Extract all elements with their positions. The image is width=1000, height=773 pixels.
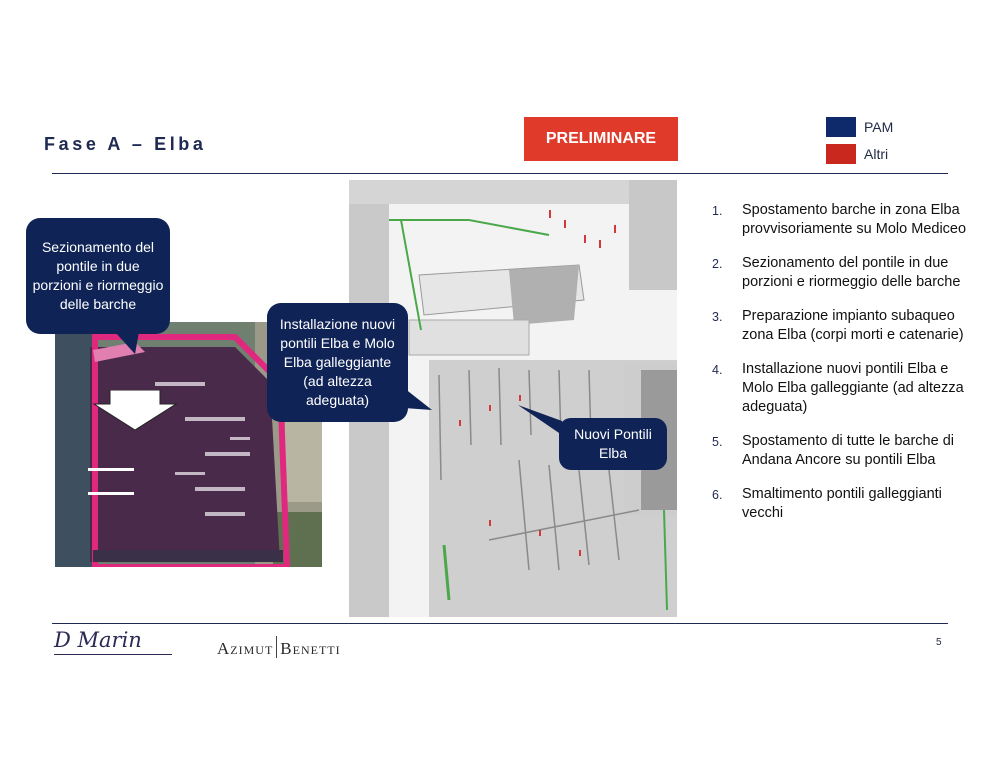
footer-divider	[52, 623, 948, 624]
step-number: 1.	[712, 204, 723, 218]
split-line-top	[88, 468, 134, 471]
signature-logo: D Marin	[54, 628, 142, 652]
step-item	[712, 360, 982, 417]
callout-sezionamento: Sezionamento del pontile in due porzioni e riormeggio delle barche	[26, 218, 170, 334]
signature-underline	[54, 654, 172, 655]
step-item	[712, 307, 982, 345]
step-item	[712, 485, 982, 523]
split-line-bottom	[88, 492, 134, 495]
step-text: Spostamento di tutte le barche di Andana Ancore su pontili Elba	[742, 433, 954, 468]
step-number: 5.	[712, 435, 723, 449]
step-item	[712, 201, 982, 239]
step-number: 2.	[712, 257, 723, 271]
callout-pointer-nuovi-pontili	[518, 405, 562, 435]
page-title: Fase A – Elba	[44, 134, 207, 154]
legend-swatch-altri	[826, 144, 856, 164]
callout-pointer-installazione	[404, 388, 434, 414]
step-text: Smaltimento pontili galleggianti vecchi	[742, 486, 942, 521]
down-arrow-icon	[92, 390, 178, 432]
step-item	[712, 432, 982, 470]
preliminare-badge: PRELIMINARE	[524, 117, 678, 161]
steps-list	[712, 201, 982, 538]
step-text: Preparazione impianto subaqueo zona Elba (corpi morti e catenarie)	[742, 308, 964, 343]
callout-nuovi-pontili: Nuovi Pontili Elba	[559, 418, 667, 470]
step-text: Sezionamento del pontile in due porzioni e riormeggio delle barche	[742, 255, 961, 290]
step-text: Spostamento barche in zona Elba provvisoriamente su Molo Mediceo	[742, 202, 967, 237]
callout-installazione: Installazione nuovi pontili Elba e Molo Elba galleggiante (ad altezza adeguata)	[267, 303, 408, 422]
page-number: 5	[936, 637, 942, 648]
header-divider	[52, 173, 948, 174]
brand-right: Benetti	[280, 639, 341, 658]
legend-label-altri: Altri	[864, 146, 889, 162]
step-text: Installazione nuovi pontili Elba e Molo Elba galleggiante (ad altezza adeguata)	[742, 361, 964, 415]
legend-label-pam: PAM	[864, 119, 894, 135]
azimut-benetti-logo	[217, 636, 341, 659]
legend-swatch-pam	[826, 117, 856, 137]
brand-left: Azimut	[217, 639, 274, 658]
step-number: 4.	[712, 363, 723, 377]
step-number: 3.	[712, 310, 723, 324]
step-number: 6.	[712, 488, 723, 502]
step-item	[712, 254, 982, 292]
callout-pointer-sezionamento	[115, 332, 141, 356]
